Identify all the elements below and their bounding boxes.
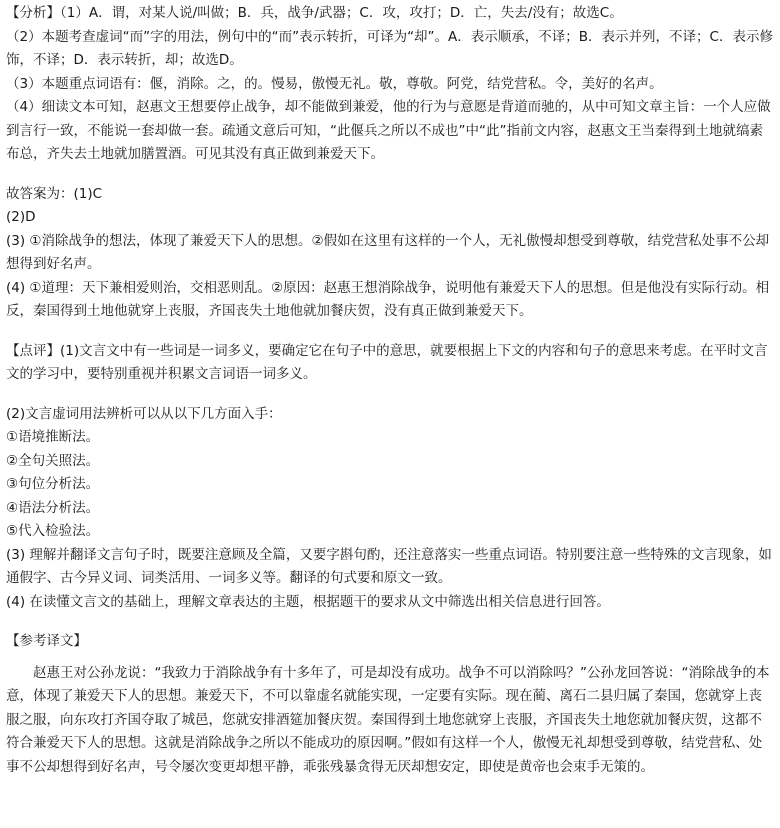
analysis-section (6, 2, 774, 167)
method-item: ①语境推断法。 (6, 429, 100, 445)
comment-section (6, 340, 774, 615)
comment-point-1: 【点评】(1)文言文中有一些词是一词多义，要确定它在句子中的意思，就要根据上下文的内容和句子的意思来考虑。在平时文言文的学习中，要特别重视并积累文言词语一词多义。 (6, 342, 768, 382)
comment-point-3: (3) 理解并翻译文言句子时，既要注意顾及全篇，又要字斟句酌，还注意落实一些重点词语。特别要注意一些特殊的文言现象，如通假字、古今异义词、词类活用、一词多义等。翻译的句式要和原文一致。 (6, 546, 772, 586)
translation-title: 【参考译文】 (6, 633, 87, 649)
answer-2: (2)D (6, 209, 36, 225)
method-item: ②全句关照法。 (6, 452, 100, 469)
analysis-q1: 【分析】（1）A．谓，对某人说/叫做；B．兵，战争/武器；C．攻，攻打；D．亡，失去/没有；故选C。 (6, 5, 623, 21)
spacer (6, 614, 774, 630)
comment-point-4: (4) 在读懂文言文的基础上，理解文章表达的主题，根据题干的要求从文中筛选出相关信息进行回答。 (6, 593, 610, 610)
answer-3: (3) ①消除战争的想法，体现了兼爱天下人的思想。②假如在这里有这样的一个人，无礼傲慢却想受到尊敬，结党营私处事不公却想得到好名声。 (6, 232, 770, 272)
answer-1: 故答案为：(1)C (6, 185, 103, 202)
translation-section (6, 630, 774, 779)
method-item: ③句位分析法。 (6, 476, 100, 492)
spacer (6, 654, 774, 662)
analysis-q2: （2）本题考查虚词“而”字的用法，例句中的“而”表示转折，可译为“却”。A．表示顺承，不译；B．表示并列，不译；C．表示修饰，不译；D．表示转折，却；故选D。 (6, 28, 773, 68)
method-item: ⑤代入检验法。 (6, 523, 100, 539)
answer-section (6, 183, 774, 324)
analysis-q4: （4）细读文本可知，赵惠文王想要停止战争，却不能做到兼爱，他的行为与意愿是背道而驰的，从中可知文章主旨：一个人应做到言行一致，不能说一套却做一套。疏通文意后可知，“此偃兵之所以不成也”中“此”指前文内容，赵惠文王当秦得到土地就缟素布总，齐失去土地就加膳置酒。可见其没有真正做到兼爱天下。 (6, 99, 771, 162)
translation-body: 赵惠王对公孙龙说：“我致力于消除战争有十多年了，可是却没有成功。战争不可以消除吗？”公孙龙回答说：“消除战争的本意，体现了兼爱天下人的思想。兼爱天下，不可以靠虚名就能实现，一定要有实际。现在蔺、离石二县归属了秦国，您就穿上丧服之服，向东攻打齐国夺取了城邑，您就安排酒筵加餐庆贺。秦国得到土地您就穿上丧服，齐国丧失土地您就加餐庆贺，这都不符合兼爱天下人的思想。这就是消除战争之所以不能成功的原因啊。”假如有这样一个人，傲慢无礼却想受到尊敬，结党营私、处事不公却想得到好名声，号令屡次变更却想平静，乖张残暴贪得无厌却想安定，即使是黄帝也会束手无策的。 (6, 664, 770, 775)
answer-4: (4) ①道理：天下兼相爱则治，交相恶则乱。②原因：赵惠王想消除战争，说明他有兼爱天下人的思想。但是他没有实际行动。相反，秦国得到土地他就穿上丧服，齐国丧失土地他就加餐庆贺，没有真正做到兼爱天下。 (6, 279, 770, 319)
spacer (6, 324, 774, 340)
method-item: ④语法分析法。 (6, 499, 100, 516)
comment-point-2-intro: (2)文言虚词用法辨析可以从以下几方面入手： (6, 405, 282, 422)
analysis-q3: （3）本题重点词语有：偃，消除。之，的。慢易，傲慢无礼。敬，尊敬。阿党，结党营私。令，美好的名声。 (6, 75, 663, 92)
spacer (6, 387, 774, 403)
spacer (6, 167, 774, 183)
